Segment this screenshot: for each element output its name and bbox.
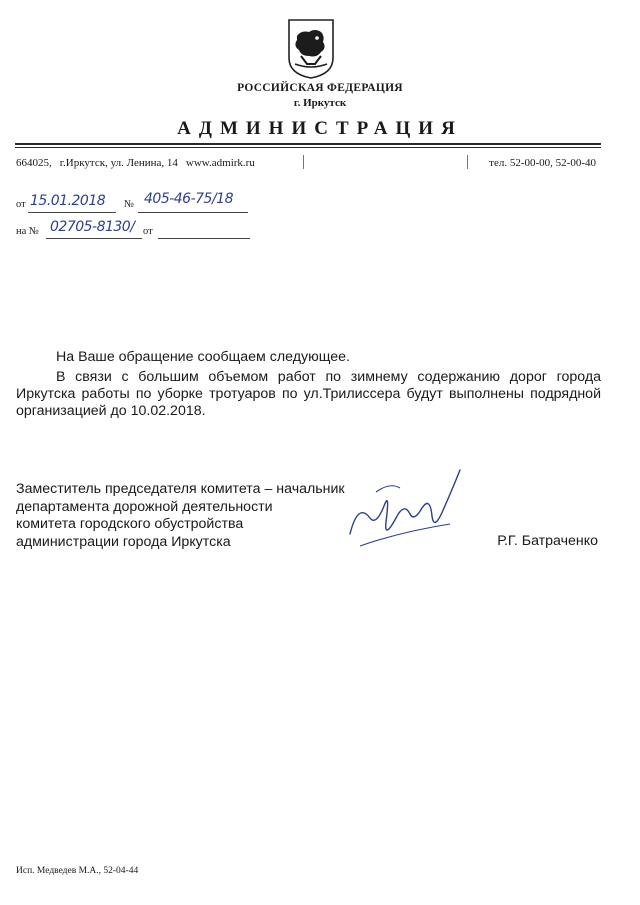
header-rule-thin [15, 147, 601, 148]
handwritten-signature-icon [340, 462, 470, 562]
date-value-handwritten: 15.01.2018 [30, 193, 106, 209]
position-line: департамента дорожной деятельности [16, 498, 273, 515]
number-line [138, 212, 248, 213]
reference-line [46, 238, 142, 239]
position-line: администрации города Иркутска [16, 533, 231, 550]
city-name: г. Иркутск [293, 97, 347, 109]
coat-of-arms-icon [287, 18, 335, 80]
position-line: Заместитель председателя комитета – начальник [16, 481, 345, 497]
organization-title: АДМИНИСТРАЦИЯ [177, 118, 463, 139]
federation-title: РОССИЙСКАЯ ФЕДЕРАЦИЯ [237, 82, 403, 94]
number-label: № [124, 199, 135, 210]
number-value-handwritten: 405-46-75/18 [144, 191, 233, 207]
date-line [28, 212, 116, 213]
contacts-divider [467, 155, 468, 169]
reference-label: на № [16, 226, 39, 237]
signatory-position [16, 481, 345, 551]
street-address: г.Иркутск, ул. Ленина, 14 [59, 157, 178, 169]
date-label: от [16, 199, 26, 210]
letter-body: В связи с большим объемом работ по зимнему содержанию дорог города Иркутска работы по уборке тротуаров по ул.Трилиссера будут выполнены подрядной организацией до 10.02.2018. [16, 369, 601, 419]
reference-value-handwritten: 02705-8130/ [50, 219, 135, 235]
reference-date-label: от [143, 226, 153, 237]
letter-intro: На Ваше обращение сообщаем следующее. [56, 349, 350, 365]
executor-note: Исп. Медведев М.А., 52-04-44 [16, 866, 139, 876]
website-link[interactable]: www.admirk.ru [185, 157, 255, 169]
contacts-divider [303, 155, 304, 169]
header-rule-thick [15, 143, 601, 145]
contacts-address-line [16, 157, 263, 169]
position-line: комитета городского обустройства [16, 516, 244, 532]
postal-code: 664025, [16, 157, 52, 169]
signatory-name: Р.Г. Батраченко [497, 533, 598, 549]
phone-numbers: тел. 52-00-00, 52-00-40 [489, 157, 596, 169]
reference-date-line [158, 238, 250, 239]
